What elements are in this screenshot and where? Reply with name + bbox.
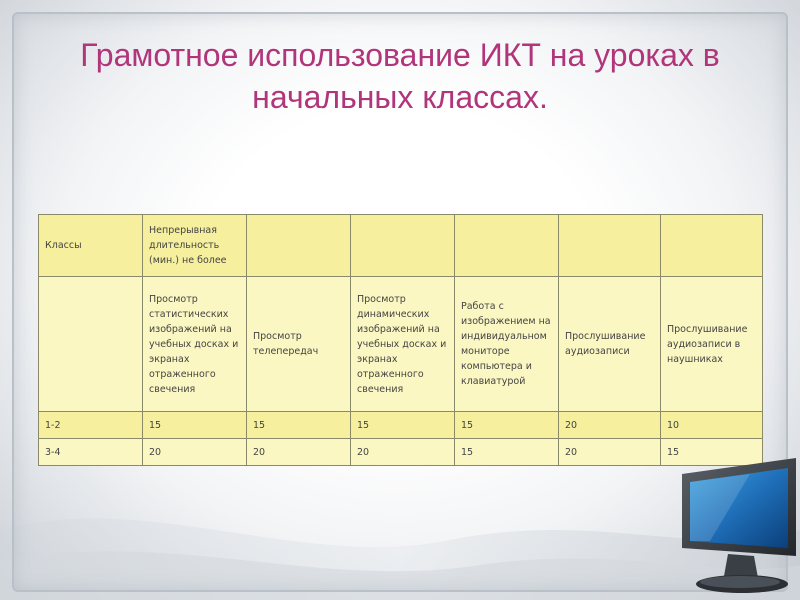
table-cell: 20 xyxy=(559,439,661,466)
table-cell: 20 xyxy=(143,439,247,466)
table-cell: 15 xyxy=(455,439,559,466)
table-cell xyxy=(661,215,763,277)
ict-table xyxy=(38,214,763,466)
table-cell: Непрерывная длительность (мин.) не более xyxy=(143,215,247,277)
table-cell xyxy=(455,215,559,277)
table-cell: Прослушивание аудиозаписи в наушниках xyxy=(661,277,763,412)
table-header-row xyxy=(39,215,763,277)
monitor-icon xyxy=(670,452,800,600)
table-cell: 20 xyxy=(559,412,661,439)
table-row xyxy=(39,439,763,466)
table-cell: 15 xyxy=(247,412,351,439)
table-subheader-row xyxy=(39,277,763,412)
table-cell: 20 xyxy=(247,439,351,466)
table-cell: Работа с изображением на индивидуальном мониторе компьютера и клавиатурой xyxy=(455,277,559,412)
table-row xyxy=(39,412,763,439)
table-cell: 3-4 xyxy=(39,439,143,466)
table-cell xyxy=(247,215,351,277)
table-cell: 15 xyxy=(143,412,247,439)
table-cell xyxy=(39,277,143,412)
table-cell: Просмотр телепередач xyxy=(247,277,351,412)
table-cell: 15 xyxy=(455,412,559,439)
table-cell: Просмотр динамических изображений на учебных досках и экранах отраженного свечения xyxy=(351,277,455,412)
table-cell: 1-2 xyxy=(39,412,143,439)
table-cell xyxy=(559,215,661,277)
table-cell: 10 xyxy=(661,412,763,439)
table-cell xyxy=(351,215,455,277)
table-cell: Просмотр статистических изображений на учебных досках и экранах отраженного свечения xyxy=(143,277,247,412)
table-cell: Классы xyxy=(39,215,143,277)
table-cell: 20 xyxy=(351,439,455,466)
table-cell: 15 xyxy=(351,412,455,439)
table-cell: 15 xyxy=(661,439,763,466)
table-cell: Прослушивание аудиозаписи xyxy=(559,277,661,412)
slide-title: Грамотное использование ИКТ на уроках в начальных классах. xyxy=(80,37,720,115)
